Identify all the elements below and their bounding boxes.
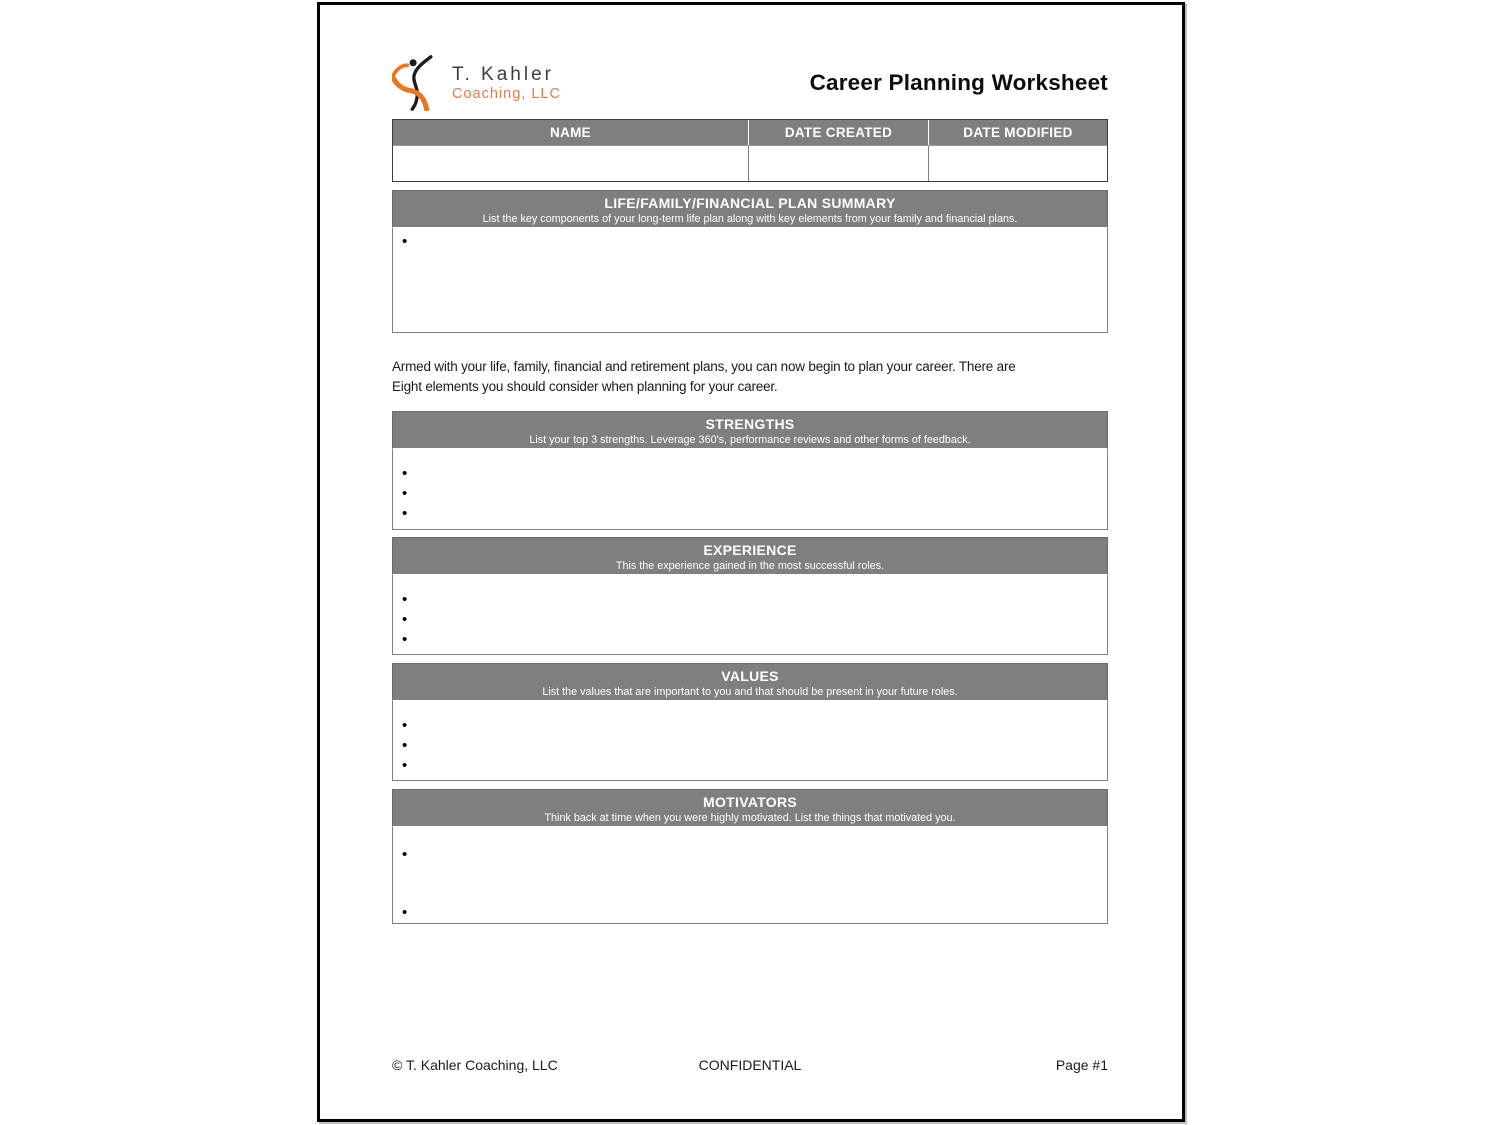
experience-input-area[interactable] — [392, 575, 1108, 655]
bullet-point — [402, 503, 1107, 523]
bullet-point — [402, 844, 1107, 864]
section-strengths-header — [392, 411, 1108, 449]
column-header-name: NAME — [393, 120, 749, 145]
bullet-point — [402, 755, 1107, 775]
bullet-list — [393, 228, 1107, 251]
section-values — [392, 663, 1108, 781]
bullet-list — [393, 701, 1107, 775]
values-input-area[interactable] — [392, 701, 1108, 781]
page-title: Career Planning Worksheet — [809, 70, 1108, 95]
date-created-field[interactable] — [749, 146, 929, 181]
worksheet-page — [317, 2, 1185, 1122]
section-subtitle: List the values that are important to you and that should be present in your future roles. — [542, 686, 958, 698]
section-motivators-header — [392, 789, 1108, 827]
section-plan-summary — [392, 190, 1108, 333]
section-values-header — [392, 663, 1108, 701]
bullet-point — [402, 902, 1107, 922]
bullet-point — [402, 463, 1107, 483]
info-table-header-row — [393, 120, 1107, 145]
logo-company-name: T. Kahler — [452, 64, 554, 86]
motivators-input-area[interactable] — [392, 827, 1108, 924]
plan-summary-input-area[interactable] — [392, 228, 1108, 333]
intro-line-2: Eight elements you should consider when planning for your career. — [392, 379, 778, 394]
section-subtitle: List your top 3 strengths. Leverage 360's, performance reviews and other forms of feedback. — [529, 434, 971, 446]
bullet-list — [393, 575, 1107, 649]
section-experience-header — [392, 537, 1108, 575]
section-motivators — [392, 789, 1108, 924]
intro-paragraph — [392, 357, 1114, 397]
bullet-point — [402, 715, 1107, 735]
strengths-input-area[interactable] — [392, 449, 1108, 530]
bullet-point — [402, 589, 1107, 609]
section-experience — [392, 537, 1108, 655]
section-title: MOTIVATORS — [703, 794, 797, 810]
info-table-value-row — [393, 145, 1107, 181]
logo-text — [452, 63, 561, 102]
intro-line-1: Armed with your life, family, financial and retirement plans, you can now begin to plan your career. There are — [392, 359, 1016, 374]
footer-copyright: © T. Kahler Coaching, LLC — [392, 1057, 558, 1073]
page-footer — [392, 1057, 1108, 1077]
column-header-date-modified: DATE MODIFIED — [963, 125, 1073, 140]
bullet-point — [402, 483, 1107, 503]
date-modified-field[interactable] — [929, 146, 1107, 181]
section-title: STRENGTHS — [705, 416, 795, 432]
section-subtitle: List the key components of your long-term life plan along with key elements from your family and financial plans. — [482, 213, 1018, 225]
bullet-list — [393, 449, 1107, 523]
section-subtitle: Think back at time when you were highly motivated. List the things that motivated you. — [544, 812, 956, 824]
footer-page-number: Page #1 — [1055, 1057, 1108, 1073]
person-swoosh-logo-icon — [392, 55, 446, 111]
page-header — [392, 55, 1108, 111]
section-plan-summary-header — [392, 190, 1108, 228]
bullet-point — [402, 231, 1107, 251]
section-strengths — [392, 411, 1108, 530]
logo-company-sub: Coaching, LLC — [452, 86, 561, 103]
bullet-point — [402, 735, 1107, 755]
section-title: VALUES — [721, 668, 779, 684]
footer-confidential-label: CONFIDENTIAL — [698, 1057, 802, 1073]
bullet-point — [402, 629, 1107, 649]
section-subtitle: This the experience gained in the most successful roles. — [615, 560, 885, 572]
section-title: LIFE/FAMILY/FINANCIAL PLAN SUMMARY — [604, 195, 896, 211]
column-header-date-created: DATE CREATED — [749, 120, 929, 145]
bullet-list — [393, 827, 1107, 922]
info-table — [392, 119, 1108, 182]
section-title: EXPERIENCE — [703, 542, 797, 558]
bullet-point — [402, 609, 1107, 629]
name-field[interactable] — [393, 146, 749, 181]
company-logo — [392, 55, 561, 111]
